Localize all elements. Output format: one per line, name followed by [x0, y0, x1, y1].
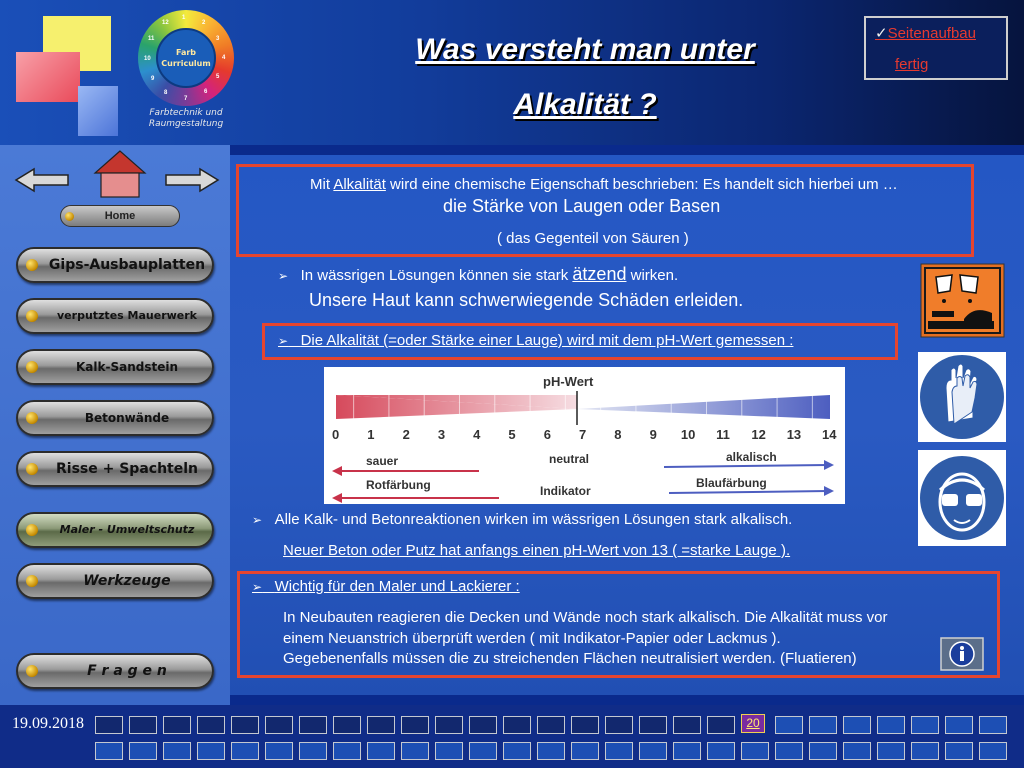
- important-heading: ➢ Wichtig für den Maler und Lackierer :: [252, 578, 520, 595]
- page-link[interactable]: [979, 742, 1007, 760]
- button-bullet-icon: [26, 310, 38, 322]
- page-link[interactable]: [333, 742, 361, 760]
- definition-line-1: Mit Alkalität wird eine chemische Eigenschaft beschrieben: Es handelt sich hierbei um …: [310, 176, 898, 193]
- page-link[interactable]: [129, 742, 157, 760]
- status-link-done[interactable]: fertig: [895, 56, 929, 73]
- safety-goggles-icon: [918, 450, 1006, 546]
- page-link[interactable]: [129, 716, 157, 734]
- button-bullet-icon: [26, 665, 38, 677]
- nav-werkzeuge[interactable]: Werkzeuge: [16, 563, 214, 599]
- home-button[interactable]: Home: [60, 205, 180, 227]
- bullet-neuer-beton: Neuer Beton oder Putz hat anfangs einen pH-Wert von 13 ( =starke Lauge ).: [283, 542, 791, 559]
- page-link[interactable]: [741, 742, 769, 760]
- button-bullet-icon: [26, 412, 38, 424]
- button-bullet-icon: [26, 259, 38, 271]
- ph-neutral-label: neutral: [549, 452, 590, 466]
- bullet-ph-wert: ➢ Die Alkalität (=oder Stärke einer Lauge) wird mit dem pH-Wert gemessen :: [278, 332, 794, 349]
- page-link[interactable]: [333, 716, 361, 734]
- page-link[interactable]: [469, 742, 497, 760]
- header: [0, 0, 1024, 145]
- check-icon: ✓: [875, 25, 888, 42]
- page-link[interactable]: [537, 742, 565, 760]
- nav-maler-umweltschutz[interactable]: Maler - Umweltschutz: [16, 512, 214, 548]
- button-bullet-icon: [65, 212, 74, 221]
- page-link[interactable]: [877, 716, 905, 734]
- ph-number: 14: [822, 427, 837, 442]
- page-link[interactable]: [503, 716, 531, 734]
- page-link[interactable]: [537, 716, 565, 734]
- ph-blaufaerbung-label: Blaufärbung: [696, 476, 767, 490]
- page-link[interactable]: [401, 742, 429, 760]
- nav-gips-ausbauplatten[interactable]: Gips-Ausbauplatten: [16, 247, 214, 283]
- forward-arrow-icon[interactable]: [164, 167, 220, 193]
- page-link[interactable]: [673, 716, 701, 734]
- page-link[interactable]: [299, 742, 327, 760]
- ph-indikator-label: Indikator: [540, 484, 591, 498]
- alkaline-wedge: [577, 395, 830, 419]
- page-link[interactable]: [435, 742, 463, 760]
- page-link[interactable]: [197, 742, 225, 760]
- ph-number: 2: [402, 427, 410, 442]
- blue-arrow: [669, 491, 828, 493]
- current-page-indicator[interactable]: 20: [741, 714, 765, 733]
- ph-number: 8: [614, 427, 622, 442]
- ph-number: 7: [579, 427, 587, 442]
- page-link[interactable]: [843, 716, 871, 734]
- page-link[interactable]: [809, 742, 837, 760]
- bullet-arrow-icon: ➢: [278, 334, 289, 348]
- ph-number: 3: [437, 427, 446, 442]
- page-link[interactable]: [945, 742, 973, 760]
- slide-date: 19.09.2018: [12, 715, 84, 732]
- page-link[interactable]: [299, 716, 327, 734]
- ph-title: pH-Wert: [543, 374, 594, 389]
- definition-line-3: ( das Gegenteil von Säuren ): [497, 230, 689, 247]
- button-bullet-icon: [26, 524, 38, 536]
- protective-gloves-icon: [918, 352, 1006, 442]
- page-link[interactable]: [571, 716, 599, 734]
- corrosive-hazard-icon: [920, 263, 1005, 338]
- ph-number: 13: [786, 427, 802, 442]
- page-link[interactable]: [945, 716, 973, 734]
- page-link[interactable]: [231, 716, 259, 734]
- page-link[interactable]: [367, 742, 395, 760]
- page-link[interactable]: [775, 716, 803, 734]
- page-link[interactable]: [605, 716, 633, 734]
- back-arrow-icon[interactable]: [14, 167, 70, 193]
- page-link[interactable]: [911, 742, 939, 760]
- alkaline-arrow-head: [824, 460, 834, 470]
- logo-square-red: [16, 52, 80, 102]
- ph-sauer-label: sauer: [366, 454, 399, 468]
- bullet-haut: Unsere Haut kann schwerwiegende Schäden erleiden.: [309, 290, 744, 310]
- info-icon[interactable]: [940, 637, 984, 671]
- nav-verputztes-mauerwerk[interactable]: verputztes Mauerwerk: [16, 298, 214, 334]
- brand-logo: [134, 8, 234, 136]
- bullet-arrow-icon: ➢: [252, 580, 263, 594]
- page-link[interactable]: [979, 716, 1007, 734]
- important-line-2: einem Neuanstrich überprüft werden ( mit Indikator-Papier oder Lackmus ).: [283, 630, 781, 647]
- page-link[interactable]: [401, 716, 429, 734]
- page-link[interactable]: [231, 742, 259, 760]
- blue-arrow-head: [824, 486, 834, 496]
- page-link[interactable]: [265, 742, 293, 760]
- ph-number: 12: [751, 427, 766, 442]
- page-link[interactable]: [435, 716, 463, 734]
- page-link[interactable]: [503, 742, 531, 760]
- ph-number: 11: [716, 427, 730, 442]
- ph-number: 5: [508, 427, 516, 442]
- button-bullet-icon: [26, 575, 38, 587]
- important-line-1: In Neubauten reagieren die Decken und Wände noch stark alkalisch. Die Alkalität muss vor: [283, 609, 888, 626]
- page-link[interactable]: [605, 742, 633, 760]
- ph-alkalisch-label: alkalisch: [726, 450, 777, 464]
- page-link[interactable]: [877, 742, 905, 760]
- status-link[interactable]: Seitenaufbau: [887, 25, 976, 42]
- page-link[interactable]: [265, 716, 293, 734]
- page-link[interactable]: [469, 716, 497, 734]
- page-link[interactable]: [95, 716, 123, 734]
- page-link[interactable]: [367, 716, 395, 734]
- acid-arrow-head: [332, 466, 342, 476]
- ph-number: 1: [367, 427, 375, 442]
- page-link[interactable]: [809, 716, 837, 734]
- page-link[interactable]: [673, 742, 701, 760]
- button-bullet-icon: [26, 361, 38, 373]
- bullet-aetzend: ➢ In wässrigen Lösungen können sie stark ätzend wirken.: [278, 264, 679, 284]
- ph-number: 10: [680, 427, 696, 442]
- important-line-3: Gegebenenfalls müssen die zu streichenden Flächen neutralisiert werden. (Fluatieren): [283, 650, 857, 667]
- ph-scale-diagram: [324, 367, 845, 504]
- brand-wordmark: Farb Curriculum: [156, 28, 216, 88]
- page-link[interactable]: [707, 742, 735, 760]
- page-link[interactable]: [639, 742, 667, 760]
- logo-square-blue: [78, 86, 118, 136]
- page-link[interactable]: [707, 716, 735, 734]
- alkaline-arrow: [664, 465, 828, 467]
- nav-betonwaende[interactable]: Betonwände: [16, 400, 214, 436]
- nav-fragen[interactable]: F r a g e n: [16, 653, 214, 689]
- definition-line-2: die Stärke von Laugen oder Basen: [443, 196, 721, 216]
- page-title: Was versteht man unter Alkalität ?: [415, 33, 755, 121]
- ph-number: 4: [473, 427, 481, 442]
- nav-kalk-sandstein[interactable]: Kalk-Sandstein: [16, 349, 214, 385]
- page-link[interactable]: [95, 742, 123, 760]
- page-link[interactable]: [843, 742, 871, 760]
- page-link[interactable]: [639, 716, 667, 734]
- brand-subtitle: Farbtechnik und Raumgestaltung: [148, 108, 224, 129]
- ph-rotfaerbung-label: Rotfärbung: [366, 478, 431, 492]
- button-bullet-icon: [26, 463, 38, 475]
- ph-number: 9: [649, 427, 657, 442]
- alkalitaet-link[interactable]: Alkalität: [333, 176, 386, 193]
- bullet-arrow-icon: ➢: [252, 513, 263, 527]
- color-wheel-icon: 1 2 3 4 5 6 7 8 9 10 11 12 Farb Curriculum: [138, 10, 234, 106]
- sidebar: [0, 145, 230, 705]
- page-link[interactable]: [571, 742, 599, 760]
- bullet-kalk-beton: ➢ Alle Kalk- und Betonreaktionen wirken im wässrigen Lösungen stark alkalisch.: [252, 511, 793, 528]
- home-house-icon[interactable]: [93, 149, 147, 199]
- nav-risse-spachteln[interactable]: Risse + Spachteln: [16, 451, 214, 487]
- bullet-arrow-icon: ➢: [278, 269, 289, 283]
- page-link[interactable]: [911, 716, 939, 734]
- page-link[interactable]: [163, 716, 191, 734]
- ph-number: 6: [543, 427, 551, 442]
- ph-number: 0: [332, 427, 340, 442]
- page-link[interactable]: [775, 742, 803, 760]
- red-arrow-head: [332, 493, 342, 503]
- page-link[interactable]: [163, 742, 191, 760]
- page-link[interactable]: [197, 716, 225, 734]
- page-status-box[interactable]: [864, 16, 1008, 80]
